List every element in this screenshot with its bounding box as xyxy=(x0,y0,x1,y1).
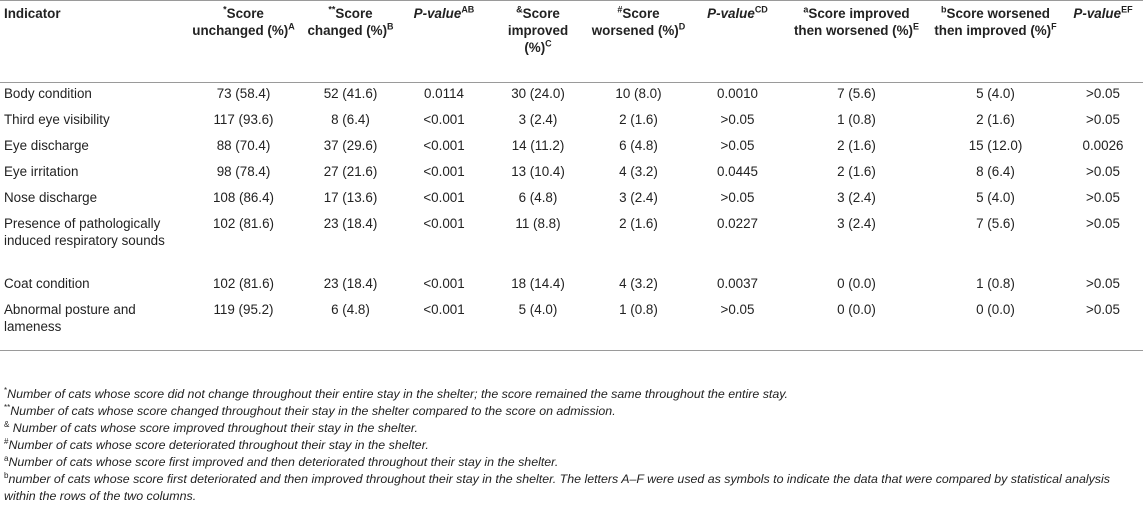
header-superscript: E xyxy=(913,21,920,32)
table-cell: 37 (29.6) xyxy=(323,137,378,153)
table-cell: 0.0227 xyxy=(717,215,758,231)
table-cell: 8 (6.4) xyxy=(976,163,1015,179)
column-header xyxy=(928,1,1063,83)
header-superscript: D xyxy=(678,21,686,32)
table-cell: <0.001 xyxy=(423,301,465,317)
table-cell: 0 (0.0) xyxy=(976,301,1015,317)
table-cell: 23 (18.4) xyxy=(323,275,378,291)
table-cell: 18 (14.4) xyxy=(511,275,565,291)
table-cell: >0.05 xyxy=(1086,275,1120,291)
table-cell: >0.05 xyxy=(1086,189,1120,205)
table-cell: 6 (4.8) xyxy=(619,137,658,153)
table-cell: 23 (18.4) xyxy=(323,215,378,231)
column-header xyxy=(399,1,489,83)
row-label: Nose discharge xyxy=(4,189,98,205)
footnote-mark: & xyxy=(4,419,10,429)
header-superscript: AB xyxy=(461,4,475,15)
header-text: Score worsened then improved (%) xyxy=(934,6,1052,38)
table-cell: 5 (4.0) xyxy=(518,301,558,317)
table-cell: 3 (2.4) xyxy=(518,111,558,127)
header-prefix-mark: ** xyxy=(328,4,336,15)
table-row xyxy=(0,109,1143,135)
table-cell: <0.001 xyxy=(423,163,465,179)
footnote xyxy=(4,386,1140,403)
footnote-text: Number of cats whose score improved throughout their stay in the shelter. xyxy=(9,421,418,435)
table-cell: 108 (86.4) xyxy=(212,189,275,205)
table-cell: 2 (1.6) xyxy=(619,111,658,127)
table-cell: >0.05 xyxy=(720,137,755,153)
table-cell: 4 (3.2) xyxy=(619,275,658,291)
table-cell: 102 (81.6) xyxy=(212,275,275,291)
table-cell: 6 (4.8) xyxy=(518,189,558,205)
table-cell: 17 (13.6) xyxy=(323,189,378,205)
table-cell: >0.05 xyxy=(1086,301,1120,317)
table-cell: 6 (4.8) xyxy=(331,301,370,317)
table-row xyxy=(0,213,1143,273)
row-label: Body condition xyxy=(4,86,92,101)
header-superscript: CD xyxy=(754,4,768,15)
table-cell: 3 (2.4) xyxy=(837,189,876,205)
table-cell: 3 (2.4) xyxy=(619,189,658,205)
header-prefix-mark: a xyxy=(803,4,809,15)
column-header xyxy=(587,1,690,83)
table-cell: <0.001 xyxy=(423,275,465,291)
header-row xyxy=(0,1,1143,83)
table-cell: 7 (5.6) xyxy=(976,215,1015,231)
header-text: Score changed (%) xyxy=(307,6,388,38)
row-label: Eye irritation xyxy=(4,163,79,179)
table-cell: 102 (81.6) xyxy=(212,215,275,231)
table-cell: 13 (10.4) xyxy=(511,163,565,179)
row-label: Eye discharge xyxy=(4,137,89,153)
header-text: Score unchanged (%) xyxy=(192,6,289,38)
row-label: Third eye visibility xyxy=(4,111,110,127)
table-cell: 0.0026 xyxy=(1082,137,1124,153)
header-superscript: B xyxy=(387,21,394,32)
column-header xyxy=(302,1,399,83)
table-cell: 1 (0.8) xyxy=(619,301,658,317)
table-cell: 1 (0.8) xyxy=(837,111,876,127)
header-prefix-mark: # xyxy=(617,4,623,15)
table-cell: >0.05 xyxy=(1086,163,1120,179)
footnote-mark: # xyxy=(4,436,9,446)
footnote xyxy=(4,420,1140,437)
table-cell: 119 (95.2) xyxy=(213,301,274,317)
table-cell: 15 (12.0) xyxy=(968,137,1023,153)
table-cell: 98 (78.4) xyxy=(216,163,271,179)
table-cell: 1 (0.8) xyxy=(976,275,1015,291)
header-superscript: A xyxy=(288,21,295,32)
header-text: Score worsened (%) xyxy=(591,6,679,38)
table-cell: 117 (93.6) xyxy=(213,111,274,127)
column-header xyxy=(0,1,185,83)
table-cell: 0 (0.0) xyxy=(837,275,876,291)
row-label: Coat condition xyxy=(4,275,90,291)
table-cell: 2 (1.6) xyxy=(837,137,876,153)
footnote-mark: b xyxy=(4,470,9,480)
header-prefix-mark: b xyxy=(941,4,947,15)
footnote-text: Number of cats whose score deteriorated throughout their stay in the shelter. xyxy=(8,438,429,452)
column-header xyxy=(785,1,928,83)
table-cell: 7 (5.6) xyxy=(837,86,876,101)
header-text: Score improved then worsened (%) xyxy=(793,6,914,38)
footnote-mark: a xyxy=(4,453,9,463)
table-cell: 0.0114 xyxy=(424,86,464,101)
table-cell: 0 (0.0) xyxy=(837,301,876,317)
table-cell: >0.05 xyxy=(720,301,755,317)
table-footnotes xyxy=(4,386,1140,505)
table-cell: <0.001 xyxy=(423,111,465,127)
header-prefix-mark: & xyxy=(516,4,523,15)
header-text: Indicator xyxy=(4,6,61,21)
table-row xyxy=(0,299,1143,351)
table-cell: >0.05 xyxy=(1086,86,1120,101)
footnote-text: Number of cats whose score first improved and then deteriorated throughout their stay in the shelter. xyxy=(8,455,559,469)
header-superscript: C xyxy=(545,38,552,49)
table-row xyxy=(0,187,1143,213)
table-cell: 0.0037 xyxy=(717,275,758,291)
footnote-text: number of cats whose score first deteriorated and then improved throughout their stay in the shelter. The letters A–F were used as symbols to indicate the data that were compared by statistical analysis within the rows of the two columns. xyxy=(4,472,1110,503)
footnote xyxy=(4,403,1140,420)
table-row xyxy=(0,161,1143,187)
table-cell: 14 (11.2) xyxy=(511,137,565,153)
column-header xyxy=(690,1,785,83)
table-cell: <0.001 xyxy=(423,137,465,153)
table-cell: 73 (58.4) xyxy=(216,86,271,101)
table-cell: 0.0445 xyxy=(717,163,758,179)
table-cell: 8 (6.4) xyxy=(331,111,370,127)
footnote-mark: ** xyxy=(4,402,11,412)
column-header xyxy=(1063,1,1143,83)
table-cell: 2 (1.6) xyxy=(619,215,658,231)
footnote xyxy=(4,454,1140,471)
table-cell: >0.05 xyxy=(720,111,755,127)
table-cell: 88 (70.4) xyxy=(216,137,271,153)
header-prefix-mark: * xyxy=(223,4,227,15)
table-cell: 3 (2.4) xyxy=(837,215,876,231)
table-cell: 5 (4.0) xyxy=(976,189,1015,205)
table-body xyxy=(0,83,1143,351)
table-row xyxy=(0,83,1143,109)
column-header xyxy=(489,1,587,83)
table-cell: 0.0010 xyxy=(717,86,758,101)
header-text: Score improved (%) xyxy=(507,6,569,55)
table-cell: >0.05 xyxy=(720,189,755,205)
table-cell: 30 (24.0) xyxy=(511,86,565,101)
row-label: Presence of pathologically induced respiratory sounds xyxy=(4,215,165,248)
table-cell: 10 (8.0) xyxy=(615,86,662,101)
footnote xyxy=(4,437,1140,454)
table-header xyxy=(0,1,1143,83)
table-row xyxy=(0,135,1143,161)
footnote-text: Number of cats whose score did not change throughout their entire stay in the shelter; the score remained the same throughout the entire stay. xyxy=(7,387,788,401)
footnote-mark: * xyxy=(4,385,8,395)
table-cell: <0.001 xyxy=(423,189,465,205)
table-row xyxy=(0,273,1143,299)
row-label: Abnormal posture and lameness xyxy=(4,301,136,334)
header-text: P-value xyxy=(413,6,462,21)
table-cell: 2 (1.6) xyxy=(837,163,876,179)
table-cell: 27 (21.6) xyxy=(323,163,378,179)
header-text: P-value xyxy=(1073,6,1122,21)
table-cell: 11 (8.8) xyxy=(515,215,561,231)
table-cell: <0.001 xyxy=(423,215,465,231)
table-cell: 2 (1.6) xyxy=(976,111,1015,127)
footnote-text: Number of cats whose score changed throughout their stay in the shelter compared to the score on admission. xyxy=(10,404,616,418)
header-text: P-value xyxy=(707,6,755,21)
footnote xyxy=(4,471,1140,505)
header-superscript: F xyxy=(1051,21,1057,32)
table-cell: 4 (3.2) xyxy=(619,163,658,179)
column-header xyxy=(185,1,302,83)
table-cell: 52 (41.6) xyxy=(323,86,378,101)
table-cell: 5 (4.0) xyxy=(976,86,1015,101)
table-cell: >0.05 xyxy=(1086,111,1120,127)
header-superscript: EF xyxy=(1121,4,1133,15)
table-cell: >0.05 xyxy=(1086,215,1120,231)
